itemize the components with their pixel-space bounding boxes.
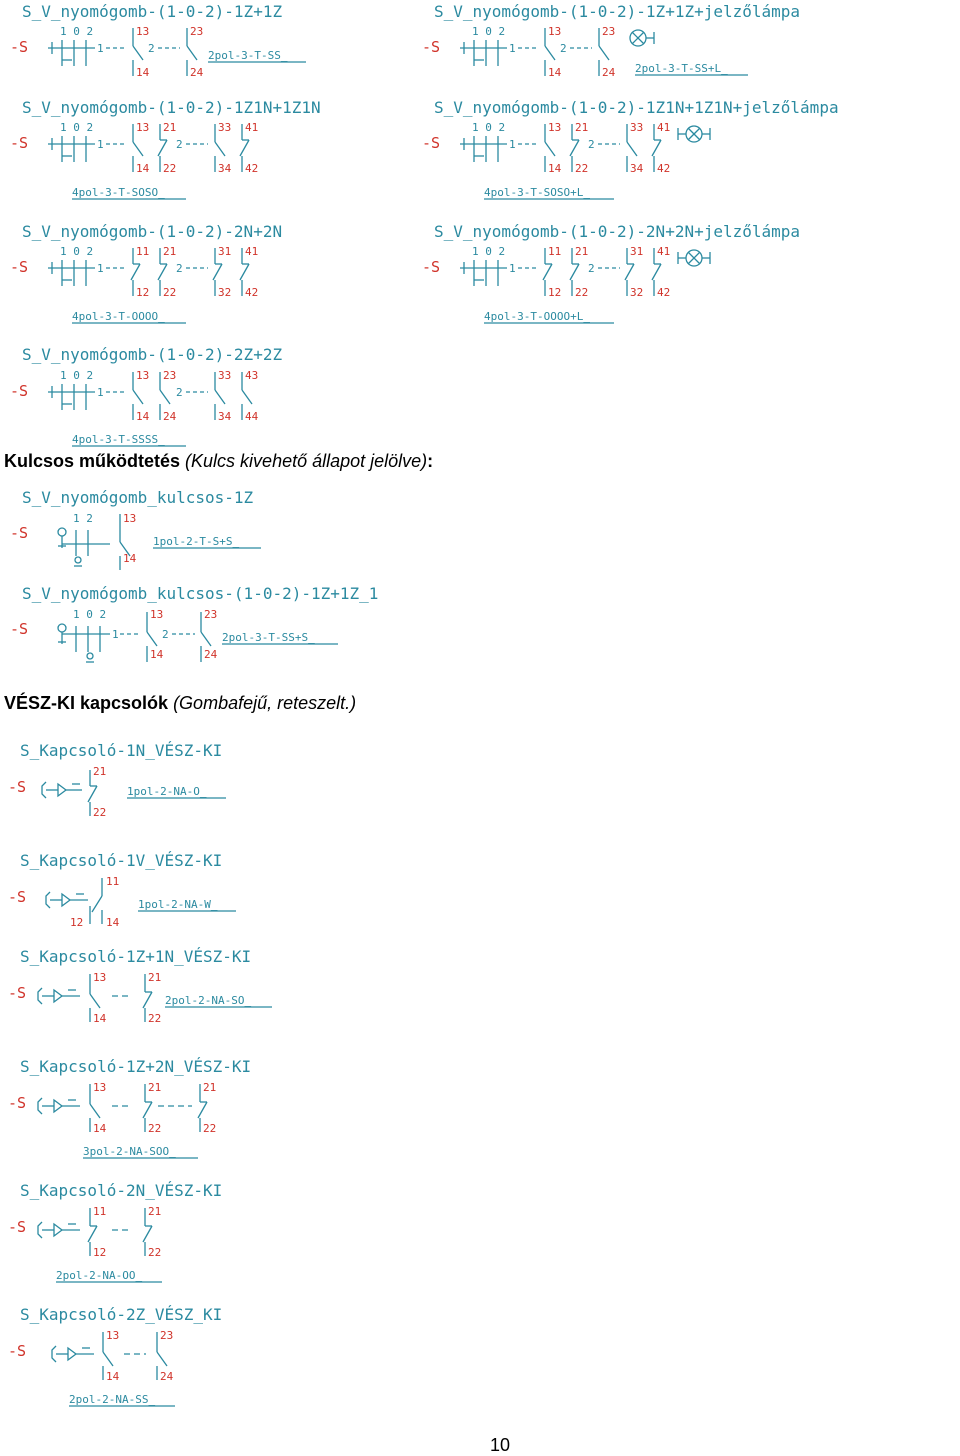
mushroom-head-icon [38,1098,80,1114]
terminal-label: 21 [93,765,107,778]
terminal-label: 13 [93,971,107,984]
terminal-label: 33 [630,121,644,134]
mushroom-head-icon [46,892,88,908]
position-label: 1 2 [73,512,93,525]
device-ref: -S [422,38,441,56]
selector-actuator [48,260,95,286]
terminal-label: 21 [203,1081,217,1094]
position-number: 2 [176,262,183,275]
mushroom-head-icon [38,988,80,1004]
terminal-label: 13 [548,25,562,38]
position-number: 2 [588,138,595,151]
position-number: 1 [97,138,104,151]
terminal-label: 31 [218,245,232,258]
contact-changeover [90,878,102,924]
symbol-title: S_V_nyomógomb-(1-0-2)-1Z1N+1Z1N [22,98,321,117]
position-number: 1 [97,262,104,275]
terminal-label: 14 [123,552,137,565]
symbol-1z-1z-lamp [422,2,800,79]
section-heading-estop [4,693,356,714]
terminal-label: 34 [218,410,232,423]
symbol-title: S_V_nyomógomb-(1-0-2)-2N+2N [22,222,283,241]
symbol-code: 2pol-3-T-SS+S_ [222,631,315,644]
position-number: 2 [148,42,155,55]
terminal-label: 14 [93,1012,107,1025]
symbol-code: 2pol-3-T-SS+L_ [635,62,728,75]
terminal-label: 22 [163,286,177,299]
mushroom-head-icon [38,1222,80,1238]
symbol-code: 4pol-3-T-OOOO_ [72,310,165,323]
key-icon [58,528,82,566]
terminal-label: 22 [203,1122,217,1135]
terminal-label: 12 [136,286,150,299]
symbol-estop-1z-2n [8,1057,251,1158]
terminal-label: 43 [245,369,259,382]
symbol-code: 1pol-2-T-S+S_ [153,535,240,548]
terminal-label: 14 [106,916,120,929]
terminal-label: 21 [163,121,177,134]
terminal-label: 41 [657,121,671,134]
device-ref: -S [8,1094,27,1112]
device-ref: -S [8,778,27,796]
selector-actuator [48,384,95,410]
selector-actuator [62,530,110,556]
mushroom-head-icon [52,1346,94,1362]
symbol-title: S_V_nyomógomb-(1-0-2)-2N+2N+jelzőlámpa [434,222,801,241]
symbol-code: 4pol-3-T-SSSS_ [72,433,165,446]
symbol-title: S_Kapcsoló-1V_VÉSZ-KI [20,851,223,870]
position-number: 2 [560,42,567,55]
terminal-label: 24 [190,66,204,79]
terminal-label: 14 [548,162,562,175]
lamp-icon [678,126,710,142]
symbol-code: 4pol-3-T-SOSO_ [72,186,165,199]
symbol-title: S_Kapcsoló-2N_VÉSZ-KI [20,1181,223,1200]
symbol-estop-1z-1n [8,947,272,1025]
terminal-label: 13 [136,25,150,38]
symbol-estop-1v [8,851,236,929]
terminal-label: 22 [575,286,589,299]
terminal-label: 21 [148,1081,162,1094]
position-number: 2 [162,628,169,641]
terminal-label: 13 [93,1081,107,1094]
terminal-label: 11 [93,1205,107,1218]
symbol-title: S_Kapcsoló-1Z+2N_VÉSZ-KI [20,1057,252,1076]
position-number: 2 [176,138,183,151]
heading-bold: Kulcsos működtetés [4,451,181,471]
symbol-code: 1pol-2-NA-O_ [127,785,207,798]
symbol-2n-2n-lamp [422,222,800,323]
terminal-label: 12 [70,916,84,929]
terminal-label: 11 [136,245,150,258]
terminal-label: 34 [218,162,232,175]
device-ref: -S [8,1218,27,1236]
terminal-label: 14 [150,648,164,661]
symbol-key-1z-1z [10,584,378,662]
selector-actuator [48,40,95,66]
selector-actuator [48,136,95,162]
symbol-title: S_V_nyomógomb-(1-0-2)-1Z1N+1Z1N+jelzőlámpa [434,98,839,117]
terminal-label: 21 [163,245,177,258]
terminal-label: 13 [136,369,150,382]
terminal-label: 13 [136,121,150,134]
terminal-label: 23 [163,369,177,382]
heading-italic: (Gombafejű, reteszelt.) [168,693,357,713]
terminal-label: 44 [245,410,259,423]
terminal-label: 24 [204,648,218,661]
symbol-1z1n-1z1n-lamp [422,98,839,199]
terminal-label: 34 [630,162,644,175]
terminal-label: 21 [148,971,162,984]
symbol-title: S_Kapcsoló-1N_VÉSZ-KI [20,741,223,760]
terminal-label: 14 [106,1370,120,1383]
symbol-estop-1n [8,741,226,819]
device-ref: -S [10,524,29,542]
symbol-title: S_V_nyomógomb-(1-0-2)-2Z+2Z [22,345,283,364]
terminal-label: 24 [160,1370,174,1383]
terminal-label: 41 [245,121,259,134]
terminal-label: 42 [657,162,671,175]
device-ref: -S [8,984,27,1002]
symbol-title: S_Kapcsoló-1Z+1N_VÉSZ-KI [20,947,252,966]
symbol-code: 4pol-3-T-SOSO+L_ [484,186,590,199]
terminal-label: 22 [148,1246,162,1259]
position-label: 1 0 2 [60,245,94,258]
symbol-title: S_V_nyomógomb-(1-0-2)-1Z+1Z [22,2,283,21]
lamp-icon [678,250,710,266]
position-number: 1 [509,138,516,151]
terminal-label: 14 [93,1122,107,1135]
symbol-1z1n-1z1n [10,98,321,199]
terminal-label: 12 [548,286,562,299]
terminal-label: 41 [657,245,671,258]
heading-tail: : [427,451,434,471]
selector-actuator [460,260,507,286]
mushroom-head-icon [42,782,82,798]
position-number: 2 [588,262,595,275]
device-ref: -S [10,38,29,56]
lamp-icon [630,30,654,46]
selector-actuator [62,626,110,652]
device-ref: -S [422,258,441,276]
position-number: 1 [97,42,104,55]
terminal-label: 14 [136,162,150,175]
terminal-label: 13 [123,512,137,525]
terminal-label: 22 [93,806,107,819]
terminal-label: 33 [218,369,232,382]
device-ref: -S [10,134,29,152]
symbol-2z-2z [10,345,282,446]
device-ref: -S [10,382,29,400]
symbol-title: S_Kapcsoló-2Z_VÉSZ_KI [20,1305,223,1324]
symbol-key-1z [10,488,261,570]
symbol-code: 3pol-2-NA-SOO_ [83,1145,176,1158]
terminal-label: 11 [548,245,562,258]
terminal-label: 21 [148,1205,162,1218]
device-ref: -S [422,134,441,152]
terminal-label: 24 [163,410,177,423]
terminal-label: 14 [136,66,150,79]
terminal-label: 22 [148,1012,162,1025]
position-number: 1 [97,386,104,399]
page-number: 10 [490,1435,511,1455]
position-label: 1 0 2 [472,245,506,258]
heading-italic: (Kulcs kivehető állapot jelölve) [180,451,428,471]
symbol-1z-1z [10,2,306,79]
symbol-code: 2pol-2-NA-SS_ [69,1393,156,1406]
device-ref: -S [10,258,29,276]
terminal-label: 21 [575,245,589,258]
terminal-label: 23 [160,1329,174,1342]
terminal-label: 13 [548,121,562,134]
position-number: 1 [509,42,516,55]
terminal-label: 23 [190,25,204,38]
position-label: 1 0 2 [73,608,107,621]
terminal-label: 32 [630,286,644,299]
terminal-label: 22 [163,162,177,175]
device-ref: -S [8,888,27,906]
terminal-label: 41 [245,245,259,258]
terminal-label: 42 [245,162,259,175]
position-number: 2 [176,386,183,399]
symbol-2n-2n [10,222,282,323]
terminal-label: 14 [136,410,150,423]
terminal-label: 24 [602,66,616,79]
symbol-code: 1pol-2-NA-W_ [138,898,218,911]
position-number: 1 [509,262,516,275]
terminal-label: 21 [575,121,589,134]
terminal-label: 33 [218,121,232,134]
terminal-label: 23 [204,608,218,621]
section-heading-key [4,451,433,472]
terminal-label: 13 [106,1329,120,1342]
terminal-label: 32 [218,286,232,299]
device-ref: -S [8,1342,27,1360]
terminal-label: 11 [106,875,120,888]
terminal-label: 13 [150,608,164,621]
symbol-code: 2pol-3-T-SS_ [208,49,288,62]
terminal-label: 22 [148,1122,162,1135]
heading-bold: VÉSZ-KI kapcsolók [4,693,169,713]
symbol-title: S_V_nyomógomb_kulcsos-1Z [22,488,254,507]
selector-actuator [460,136,507,162]
terminal-label: 42 [245,286,259,299]
terminal-label: 42 [657,286,671,299]
symbol-code: 2pol-2-NA-SO_ [165,994,252,1007]
terminal-label: 31 [630,245,644,258]
position-number: 1 [112,628,119,641]
symbol-code: 4pol-3-T-OOOO+L_ [484,310,590,323]
symbol-title: S_V_nyomógomb-(1-0-2)-1Z+1Z+jelzőlámpa [434,2,801,21]
terminal-label: 23 [602,25,616,38]
position-label: 1 0 2 [60,121,94,134]
selector-actuator [460,40,507,66]
terminal-label: 12 [93,1246,107,1259]
terminal-label: 22 [575,162,589,175]
position-label: 1 0 2 [60,369,94,382]
symbol-code: 2pol-2-NA-OO_ [56,1269,143,1282]
symbol-title: S_V_nyomógomb_kulcsos-(1-0-2)-1Z+1Z_1 [22,584,379,603]
position-label: 1 0 2 [472,25,506,38]
symbol-estop-2z [8,1305,222,1406]
terminal-label: 14 [548,66,562,79]
position-label: 1 0 2 [472,121,506,134]
position-label: 1 0 2 [60,25,94,38]
device-ref: -S [10,620,29,638]
symbol-estop-2n [8,1181,222,1282]
